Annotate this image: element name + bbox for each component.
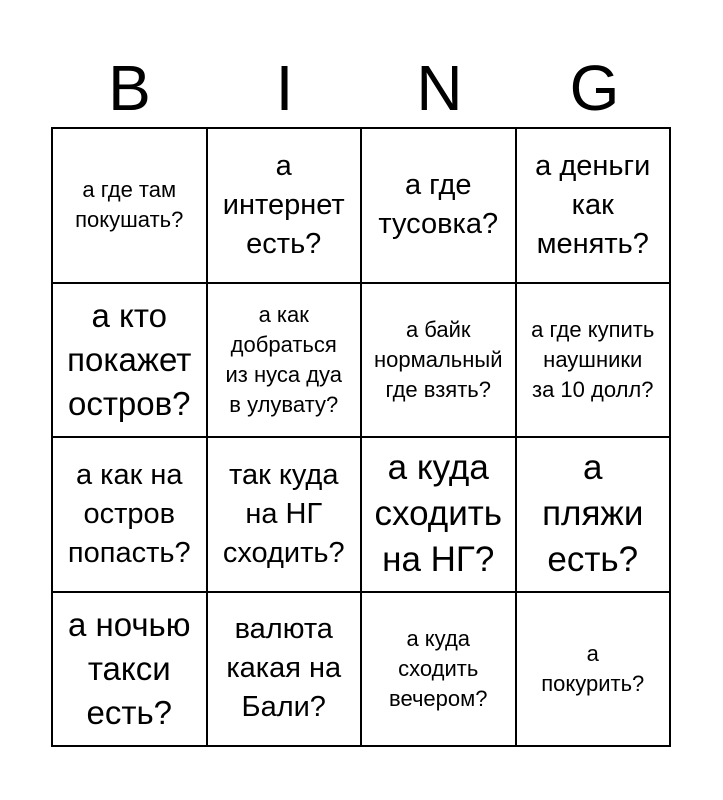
cell-text: валюта какая на Бали? xyxy=(226,613,342,724)
bingo-cell[interactable] xyxy=(53,284,208,439)
bingo-grid xyxy=(51,127,671,747)
bingo-cell[interactable] xyxy=(362,593,517,748)
header-letter-n: N xyxy=(416,52,463,124)
bingo-cell[interactable] xyxy=(208,593,363,748)
cell-text: а где там покушать? xyxy=(75,177,184,233)
cell-text: а куда сходить вечером? xyxy=(389,625,488,711)
bingo-cell[interactable] xyxy=(362,438,517,593)
cell-text: а как добраться из нуса дуа в улувату? xyxy=(225,301,343,417)
bingo-cell[interactable] xyxy=(517,129,672,284)
cell-text: а покурить? xyxy=(541,640,645,696)
header-letter-i: I xyxy=(275,52,294,124)
bingo-cell[interactable] xyxy=(362,284,517,439)
bingo-cell[interactable] xyxy=(53,593,208,748)
cell-text: а пляжи есть? xyxy=(542,448,644,580)
bingo-cell[interactable] xyxy=(208,129,363,284)
header-letter-b: B xyxy=(108,52,151,124)
cell-text: так куда на НГ сходить? xyxy=(222,458,345,569)
bingo-cell[interactable] xyxy=(362,129,517,284)
cell-text: а куда сходить на НГ? xyxy=(374,448,503,580)
header-letter-g: G xyxy=(569,52,620,124)
cell-text: а кто покажет остров? xyxy=(67,296,192,422)
bingo-cell[interactable] xyxy=(517,593,672,748)
cell-text: а деньги как менять? xyxy=(535,149,651,260)
cell-text: а байк нормальный где взять? xyxy=(373,316,503,402)
cell-text: а интернет есть? xyxy=(222,149,345,260)
cell-text: а как на остров попасть? xyxy=(67,458,191,569)
bingo-cell[interactable] xyxy=(53,129,208,284)
bingo-cell[interactable] xyxy=(517,284,672,439)
cell-text: а где купить наушники за 10 долл? xyxy=(531,316,655,402)
bingo-header xyxy=(52,48,672,128)
bingo-cell[interactable] xyxy=(517,438,672,593)
cell-text: а ночью такси есть? xyxy=(67,605,191,731)
bingo-cell[interactable] xyxy=(53,438,208,593)
bingo-cell[interactable] xyxy=(208,438,363,593)
bingo-cell[interactable] xyxy=(208,284,363,439)
cell-text: а где тусовка? xyxy=(378,169,499,241)
